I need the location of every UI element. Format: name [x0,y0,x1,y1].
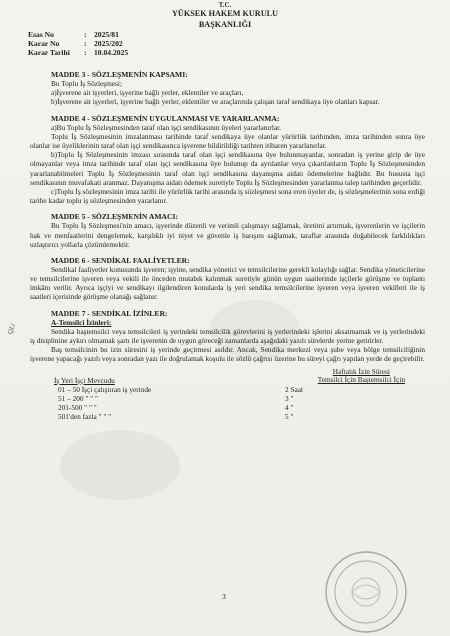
table-row: 201-500 " " " 4 " [58,403,294,413]
leave-table-col-leave: Haftalık İzin Süresi Temsilci İçin Baştemsilci İçin [317,366,405,385]
madde5-p1: Bu Toplu İş Sözleşmesi'nin amacı, işyerinde düzenli ve verimli çalışmayı sağlamak, üretimi artırmak, işverenlerin ve işçilerin hak ve menfaatlerini dengelemek, karşılıklı iyi niyet ve güvenle iş barışını sağlamak, taraflar arasında doğabilecek farklılıkları uzlaştırıcı yollarla çözümlemektir. [30,221,425,249]
page-number: 3 [222,592,226,601]
leave-table-col-workforce: İş Yeri İşçi Mevcudu [54,375,115,385]
madde5-title: MADDE 5 - SÖZLEŞMENİN AMACI: [51,212,178,222]
madde4-p1: a)Bu Toplu İş Sözleşmesinden taraf olan işçi sendikasının üyeleri yararlanırlar. [51,122,281,132]
table-row: 501'den fazla " " " 5 " [58,412,294,422]
document-header [0,2,450,30]
official-seal-icon [322,548,410,636]
meta-karar: Karar No : 2025/202 [28,39,123,49]
madde3-a: a)İşverene ait işyerleri, işyerine bağlı yerler, eklentiler ve araçları, [51,88,244,98]
madde4-p2: Toplu İş Sözleşmesinin imzalanması tarihinde taraf sendikaya üye olanlar yürürlük tarihinden, imza tarihinden sonra üye olanlar ise üyeliklerinin taraf olan işçi sendikasınca işverene bildirildiği tarihten itibaren yararlanırlar. [30,131,425,151]
header-institution: YÜKSEK HAKEM KURULU [172,9,278,18]
table-row: 51 – 200 " " " 3 " [58,393,294,403]
madde6-title: MADDE 6 - SENDİKAL FAALİYETLER: [51,255,190,265]
madde4-title: MADDE 4 - SÖZLEŞMENİN UYGULANMASI VE YARARLANMA: [51,113,280,123]
handwritten-note: QLi [5,322,18,336]
madde7-p2: Baş temsilcinin bu izin süresini iş yerinde geçirmesi asıldır. Ancak, Sendika merkezi veya şube veya bölge temsilciliğinin işverene yapacağı yazılı veya sonradan yazı ile doğrulamak koşulu ile sözlü çağrısı üzerine bu süreyi çağrı yapılan yerde de geçirebilir. [30,345,425,364]
meta-esas: Esas No : 2025/81 [28,30,119,39]
document-body [30,70,425,422]
madde7-subtitle: A-Temsilci İzinleri: [51,317,112,327]
madde4-p4: c)Toplu İş sözleşmesinin imza tarihi ile yürürlük tarihi arasında iş sözleşmesi sona eren üyeler de, iş sözleşmelerinin sona erdiği tarihe kadar toplu iş sözleşmesinden yararlanır. [30,186,425,206]
header-department: BAŞKANLIĞI [198,19,252,29]
table-row: 01 – 50 İşçi çalıştıran iş yerinde 2 Saat [58,384,304,394]
meta-tarih: Karar Tarihi : 10.04.2025 [28,48,129,58]
madde6-p1: Sendikal faaliyetler konusunda işveren; işyine, sendika yönetici ve temsilcilerine gerekli kolaylığı sağlar. Sendika yöneticilerine ve temsilcilerine işveren veya vekili ile önceden mutabık kalınmak suretiyle günün uygun saatlerinde işçilerle görüşme ve toplantı imkânı verilir. Ayrıca işçiyi ve sendikayı ilgilendiren konularda iş yeri sendika temsilcilerine işveren veya işveren vekilleri ile iş saatleri içerisinde görüşme olanağı sağlanır. [30,264,425,302]
header-tc: T.C. [218,1,232,9]
madde3-b: b)İşverene ait işyerleri, işyerine bağlı yerler, eklentiler ve araçlarında çalışan taraf sendikaya üye olanları kapsar. [51,97,380,107]
madde7-title: MADDE 7 - SENDİKAL İZİNLER: [51,308,168,318]
madde4-p3: b)Toplu İş Sözleşmesinin imzası sırasında taraf olan işçi sendikasına üye bulunmayanlar, sonradan iş yerine girip de üye olmayanlar veya imza tarihinde taraf olan işçi sendikasına üye bulunup da ayrılanlar veya çıkarılanların Toplu İş Sözleşmesinden yararlanabilmeleri Toplu İş Sözleşmesinin taraf olan işçi sendikasına dayanışma aidatı ödemelerine bağlıdır. Bu hususta işçi sendikasının muvafakati aranmaz. Dayanışma aidatı ödemek suretiyle Toplu İş Sözleşmesinden yararlanma talep tarihinden geçerlidir. [30,150,425,187]
case-meta [28,30,128,58]
madde7-p1: Sendika baştemsilci veya temsilcileri iş yerindeki temsilcilik görevlerini iş yerlerindeki işlerini aksatmamak ve iş yerlerindeki iş disiplinine aykırı olmamak şartı ile işverenin de uygun göreceği zamanlarda aşağıdaki yazılı sürelerde yerine getirirler. [30,326,425,346]
leave-table-header [30,368,425,385]
paper-stain [60,430,180,500]
madde3-intro: Bu Toplu İş Sözleşmesi; [51,79,122,89]
madde3-title: MADDE 3 - SÖZLEŞMENİN KAPSAMI: [51,70,188,79]
